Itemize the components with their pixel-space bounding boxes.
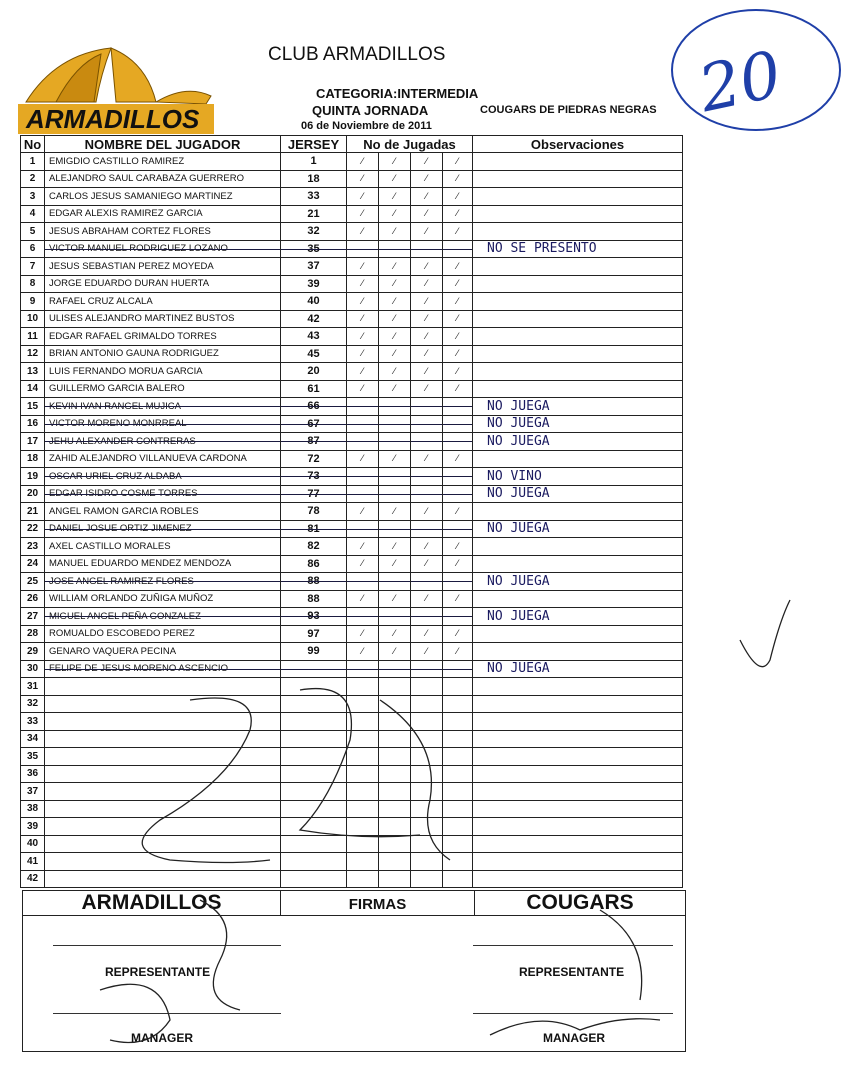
player-number: 21 — [21, 503, 45, 521]
play-mark: ⁄ — [443, 503, 473, 521]
player-jersey: 35 — [281, 240, 347, 258]
logo-text: ARMADILLOS — [26, 104, 200, 134]
player-observation: NO JUEGA — [473, 520, 683, 538]
play-mark: ⁄ — [379, 590, 411, 608]
col-no: No — [21, 136, 45, 153]
player-number: 5 — [21, 223, 45, 241]
player-observation: NO SE PRESENTO — [473, 240, 683, 258]
play-mark: ⁄ — [443, 345, 473, 363]
play-mark: ⁄ — [379, 345, 411, 363]
jornada-label: QUINTA JORNADA — [312, 103, 429, 118]
player-name-text: WILLIAM ORLANDO ZUÑIGA MUÑOZ — [49, 593, 214, 605]
player-number: 26 — [21, 590, 45, 608]
player-name-text: OSCAR URIEL CRUZ ALDABA — [49, 470, 182, 482]
player-number: 25 — [21, 573, 45, 591]
player-jersey: 67 — [281, 415, 347, 433]
player-name-text: FELIPE DE JESUS MORENO ASCENCIO — [49, 663, 228, 675]
player-jersey: 32 — [281, 223, 347, 241]
player-number: 23 — [21, 538, 45, 556]
player-observation: NO JUEGA — [473, 608, 683, 626]
player-name-text: RAFAEL CRUZ ALCALA — [49, 295, 153, 307]
play-mark: ⁄ — [347, 328, 379, 346]
player-name-text: ALEJANDRO SAUL CARABAZA GUERRERO — [49, 173, 244, 185]
player-number: 29 — [21, 643, 45, 661]
player-jersey: 87 — [281, 433, 347, 451]
player-number: 16 — [21, 415, 45, 433]
categoria-label: CATEGORIA:INTERMEDIA — [316, 86, 479, 101]
player-number: 18 — [21, 450, 45, 468]
play-mark: ⁄ — [411, 538, 443, 556]
play-mark: ⁄ — [347, 258, 379, 276]
player-number: 42 — [21, 870, 45, 888]
player-number: 41 — [21, 853, 45, 871]
player-observation: NO JUEGA — [473, 433, 683, 451]
player-number: 9 — [21, 293, 45, 311]
player-name-text: JEHU ALEXANDER CONTRERAS — [49, 435, 196, 447]
play-mark: ⁄ — [347, 380, 379, 398]
player-jersey: 78 — [281, 503, 347, 521]
player-name-text: GUILLERMO GARCIA BALERO — [49, 383, 185, 395]
play-mark: ⁄ — [443, 643, 473, 661]
play-mark: ⁄ — [379, 205, 411, 223]
manager-away-label: MANAGER — [543, 1031, 605, 1045]
player-jersey: 99 — [281, 643, 347, 661]
play-mark: ⁄ — [411, 625, 443, 643]
play-mark: ⁄ — [347, 503, 379, 521]
player-jersey: 88 — [281, 590, 347, 608]
manager-home-label: MANAGER — [131, 1031, 193, 1045]
player-number: 13 — [21, 363, 45, 381]
player-name-text: VICTOR MANUEL RODRIGUEZ LOZANO — [49, 243, 228, 255]
player-number: 35 — [21, 748, 45, 766]
play-mark: ⁄ — [347, 625, 379, 643]
player-observation: NO JUEGA — [473, 398, 683, 416]
player-jersey: 45 — [281, 345, 347, 363]
home-team-heading: ARMADILLOS — [23, 891, 281, 916]
player-number: 40 — [21, 835, 45, 853]
play-mark: ⁄ — [347, 275, 379, 293]
player-number: 19 — [21, 468, 45, 486]
club-title: CLUB ARMADILLOS — [268, 44, 446, 65]
play-mark: ⁄ — [443, 258, 473, 276]
play-mark: ⁄ — [411, 503, 443, 521]
play-mark: ⁄ — [443, 275, 473, 293]
play-mark: ⁄ — [443, 170, 473, 188]
col-jugadas: No de Jugadas — [347, 136, 473, 153]
player-number: 14 — [21, 380, 45, 398]
player-number: 3 — [21, 188, 45, 206]
player-jersey: 21 — [281, 205, 347, 223]
player-number: 22 — [21, 520, 45, 538]
player-observation: NO VINO — [473, 468, 683, 486]
player-name-text: JESUS SEBASTIAN PEREZ MOYEDA — [49, 260, 214, 272]
play-mark: ⁄ — [347, 205, 379, 223]
play-mark: ⁄ — [347, 538, 379, 556]
play-mark: ⁄ — [443, 555, 473, 573]
play-mark: ⁄ — [379, 450, 411, 468]
player-observation: NO JUEGA — [473, 573, 683, 591]
player-jersey: 81 — [281, 520, 347, 538]
play-mark: ⁄ — [411, 170, 443, 188]
player-jersey: 39 — [281, 275, 347, 293]
player-number: 2 — [21, 170, 45, 188]
player-number: 12 — [21, 345, 45, 363]
play-mark: ⁄ — [379, 223, 411, 241]
play-mark: ⁄ — [347, 590, 379, 608]
play-mark: ⁄ — [379, 380, 411, 398]
play-mark: ⁄ — [443, 310, 473, 328]
play-mark: ⁄ — [411, 363, 443, 381]
play-mark: ⁄ — [411, 293, 443, 311]
play-mark: ⁄ — [379, 503, 411, 521]
player-jersey: 18 — [281, 170, 347, 188]
player-number: 17 — [21, 433, 45, 451]
rival-team-label: COUGARS DE PIEDRAS NEGRAS — [480, 104, 657, 116]
play-mark: ⁄ — [411, 258, 443, 276]
player-number: 27 — [21, 608, 45, 626]
play-mark: ⁄ — [443, 590, 473, 608]
player-jersey: 40 — [281, 293, 347, 311]
play-mark: ⁄ — [411, 450, 443, 468]
player-number: 31 — [21, 678, 45, 696]
firmas-heading: FIRMAS — [281, 891, 475, 916]
play-mark: ⁄ — [443, 625, 473, 643]
play-mark: ⁄ — [347, 345, 379, 363]
player-jersey: 88 — [281, 573, 347, 591]
play-mark: ⁄ — [379, 170, 411, 188]
player-jersey: 33 — [281, 188, 347, 206]
player-number: 37 — [21, 783, 45, 801]
player-name-text: AXEL CASTILLO MORALES — [49, 540, 171, 552]
player-number: 11 — [21, 328, 45, 346]
player-jersey: 61 — [281, 380, 347, 398]
player-number: 1 — [21, 153, 45, 171]
play-mark: ⁄ — [379, 188, 411, 206]
player-name-text: DANIEL JOSUE ORTIZ JIMENEZ — [49, 523, 192, 535]
play-mark: ⁄ — [443, 205, 473, 223]
play-mark: ⁄ — [411, 380, 443, 398]
player-name-text: MANUEL EDUARDO MENDEZ MENDOZA — [49, 558, 232, 570]
player-number: 39 — [21, 818, 45, 836]
player-jersey: 86 — [281, 555, 347, 573]
player-name-text: ULISES ALEJANDRO MARTINEZ BUSTOS — [49, 313, 235, 325]
player-jersey: 42 — [281, 310, 347, 328]
player-name-text: VICTOR MORENO MONRREAL — [49, 418, 187, 430]
play-mark: ⁄ — [379, 363, 411, 381]
play-mark: ⁄ — [379, 643, 411, 661]
play-mark: ⁄ — [379, 328, 411, 346]
player-name-text: ZAHID ALEJANDRO VILLANUEVA CARDONA — [49, 453, 247, 465]
player-number: 20 — [21, 485, 45, 503]
player-number: 34 — [21, 730, 45, 748]
col-jersey: JERSEY — [281, 136, 347, 153]
player-number: 33 — [21, 713, 45, 731]
player-observation: NO JUEGA — [473, 660, 683, 678]
player-name-text: ROMUALDO ESCOBEDO PEREZ — [49, 628, 195, 640]
player-number: 30 — [21, 660, 45, 678]
play-mark: ⁄ — [443, 188, 473, 206]
player-jersey: 1 — [281, 153, 347, 171]
col-observaciones: Observaciones — [473, 136, 683, 153]
player-jersey: 37 — [281, 258, 347, 276]
play-mark: ⁄ — [443, 380, 473, 398]
player-name-text: JOSE ANGEL RAMIREZ FLORES — [49, 575, 194, 587]
play-mark: ⁄ — [347, 310, 379, 328]
play-mark: ⁄ — [347, 293, 379, 311]
play-mark: ⁄ — [443, 328, 473, 346]
play-mark: ⁄ — [347, 170, 379, 188]
player-jersey: 20 — [281, 363, 347, 381]
player-name-text: EDGAR ISIDRO COSME TORRES — [49, 488, 198, 500]
player-jersey: 97 — [281, 625, 347, 643]
play-mark: ⁄ — [347, 643, 379, 661]
player-name-text: GENARO VAQUERA PECINA — [49, 645, 177, 657]
player-number: 24 — [21, 555, 45, 573]
player-number: 8 — [21, 275, 45, 293]
player-name-text: CARLOS JESUS SAMANIEGO MARTINEZ — [49, 190, 233, 202]
player-number: 38 — [21, 800, 45, 818]
play-mark: ⁄ — [379, 555, 411, 573]
player-observation: NO JUEGA — [473, 415, 683, 433]
player-name-text: JESUS ABRAHAM CORTEZ FLORES — [49, 225, 211, 237]
play-mark: ⁄ — [379, 275, 411, 293]
player-name-text: LUIS FERNANDO MORUA GARCIA — [49, 365, 203, 377]
play-mark: ⁄ — [411, 555, 443, 573]
handwritten-score: 20 — [692, 37, 788, 128]
representante-away-label: REPRESENTANTE — [519, 965, 625, 979]
play-mark: ⁄ — [443, 363, 473, 381]
play-mark: ⁄ — [411, 643, 443, 661]
player-jersey: 66 — [281, 398, 347, 416]
play-mark: ⁄ — [411, 223, 443, 241]
play-mark: ⁄ — [411, 328, 443, 346]
play-mark: ⁄ — [411, 153, 443, 171]
play-mark: ⁄ — [379, 625, 411, 643]
play-mark: ⁄ — [411, 275, 443, 293]
play-mark: ⁄ — [347, 223, 379, 241]
play-mark: ⁄ — [379, 538, 411, 556]
play-mark: ⁄ — [443, 223, 473, 241]
play-mark: ⁄ — [443, 153, 473, 171]
player-number: 28 — [21, 625, 45, 643]
player-number: 4 — [21, 205, 45, 223]
play-mark: ⁄ — [411, 188, 443, 206]
play-mark: ⁄ — [347, 188, 379, 206]
col-nombre: NOMBRE DEL JUGADOR — [45, 136, 281, 153]
play-mark: ⁄ — [411, 310, 443, 328]
play-mark: ⁄ — [347, 153, 379, 171]
player-jersey: 82 — [281, 538, 347, 556]
play-mark: ⁄ — [443, 450, 473, 468]
player-jersey: 72 — [281, 450, 347, 468]
player-number: 32 — [21, 695, 45, 713]
player-name-text: JORGE EDUARDO DURAN HUERTA — [49, 278, 210, 290]
fecha-label: 06 de Noviembre de 2011 — [301, 120, 432, 132]
player-number: 6 — [21, 240, 45, 258]
play-mark: ⁄ — [443, 538, 473, 556]
representante-home-label: REPRESENTANTE — [105, 965, 211, 979]
play-mark: ⁄ — [411, 345, 443, 363]
player-number: 10 — [21, 310, 45, 328]
player-observation: NO JUEGA — [473, 485, 683, 503]
play-mark: ⁄ — [443, 293, 473, 311]
play-mark: ⁄ — [379, 293, 411, 311]
player-number: 36 — [21, 765, 45, 783]
play-mark: ⁄ — [347, 555, 379, 573]
player-name-text: EDGAR ALEXIS RAMIREZ GARCIA — [49, 208, 203, 220]
player-number: 7 — [21, 258, 45, 276]
player-name-text: ANGEL RAMON GARCIA ROBLES — [49, 505, 199, 517]
away-team-heading: COUGARS — [475, 891, 685, 916]
player-name-text: BRIAN ANTONIO GAUNA RODRIGUEZ — [49, 348, 219, 360]
play-mark: ⁄ — [347, 363, 379, 381]
player-name-text: KEVIN IVAN RANGEL MUJICA — [49, 400, 181, 412]
player-jersey: 77 — [281, 485, 347, 503]
player-number: 15 — [21, 398, 45, 416]
play-mark: ⁄ — [379, 258, 411, 276]
play-mark: ⁄ — [411, 590, 443, 608]
player-name-text: MIGUEL ANGEL PEÑA GONZALEZ — [49, 610, 201, 622]
play-mark: ⁄ — [347, 450, 379, 468]
player-name-text: EMIGDIO CASTILLO RAMIREZ — [49, 155, 185, 167]
player-jersey: 73 — [281, 468, 347, 486]
player-jersey: 93 — [281, 608, 347, 626]
play-mark: ⁄ — [379, 153, 411, 171]
play-mark: ⁄ — [411, 205, 443, 223]
player-jersey: 43 — [281, 328, 347, 346]
player-name-text: EDGAR RAFAEL GRIMALDO TORRES — [49, 330, 217, 342]
play-mark: ⁄ — [379, 310, 411, 328]
